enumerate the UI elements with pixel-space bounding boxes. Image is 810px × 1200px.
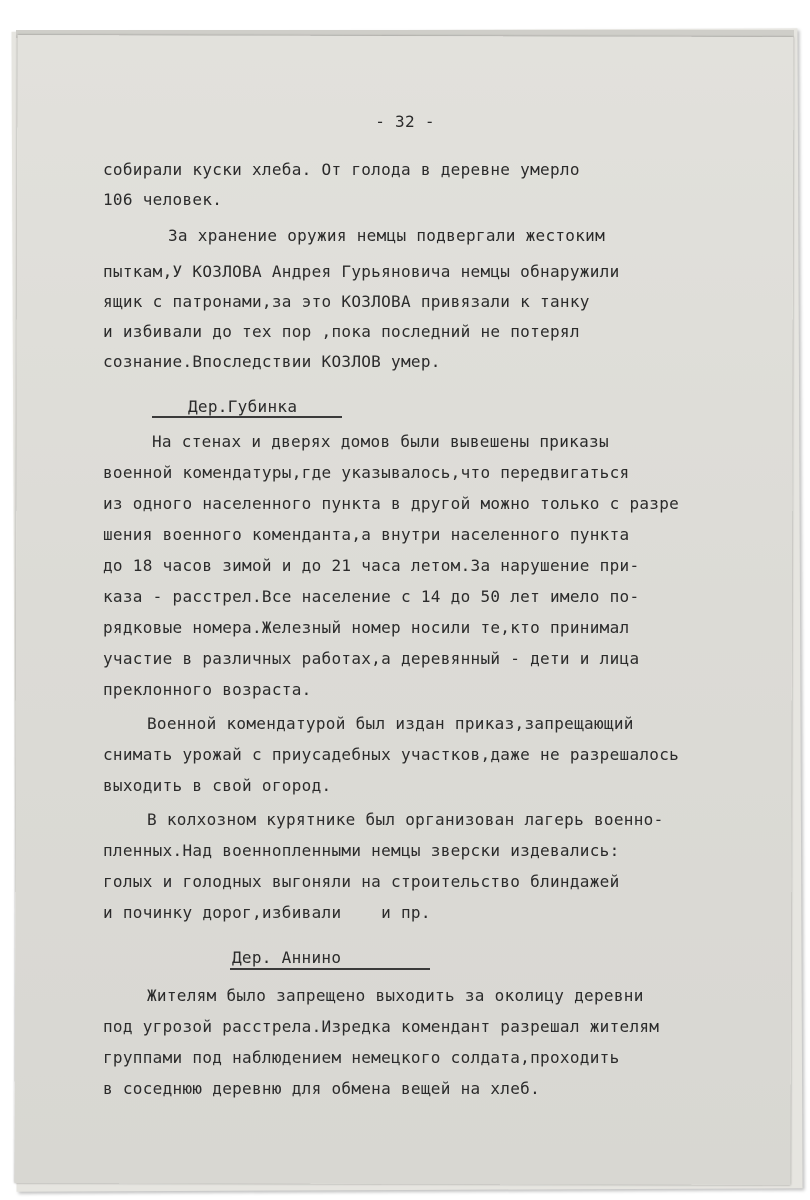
text-line: снимать урожай с приусадебных участков,даже не разрешалось [103,745,680,764]
text-line: преклонного возраста. [103,680,312,699]
page-number: - 32 - [375,112,435,131]
text-line: участие в различных работах,а деревянный - дети и лица [103,649,640,668]
text-line: в соседнюю деревню для обмена вещей на хлеб. [103,1079,541,1098]
section-heading: Дер.Губинка [188,397,298,416]
text-line: собирали куски хлеба. От голода в деревне умерло [103,160,580,179]
text-line: и избивали до тех пор ,пока последний не потерял [103,322,580,341]
text-line: группами под наблюдением немецкого солдата,проходить [103,1048,620,1067]
text-line: сознание.Впоследствии КОЗЛОВ умер. [103,352,441,371]
text-line: до 18 часов зимой и до 21 часа летом.За нарушение при- [103,556,640,575]
text-line: шения военного коменданта,а внутри населенного пункта [103,525,630,544]
text-line: пленных.Над военнопленными немцы зверски издевались: [103,841,620,860]
text-line: из одного населенного пункта в другой можно только с разре [103,494,680,513]
text-line: Военной комендатурой был издан приказ,запрещающий [147,714,634,733]
heading-underline [230,968,430,970]
text-line: под угрозой расстрела.Изредка комендант разрешал жителям [103,1017,660,1036]
text-line: военной комендатуры,где указывалось,что передвигаться [103,463,630,482]
heading-underline [152,416,342,418]
text-line: пыткам,У КОЗЛОВА Андрея Гурьяновича немцы обнаружили [103,262,620,281]
text-line: каза - расстрел.Все население с 14 до 50 лет имело по- [103,587,640,606]
section-heading: Дер. Аннино [232,948,342,967]
text-line: ящик с патронами,за это КОЗЛОВА привязали к танку [103,292,590,311]
text-line: В колхозном курятнике был организован лагерь военно- [147,810,664,829]
text-line: За хранение оружия немцы подвергали жестоким [168,226,606,245]
text-line: 106 человек. [103,190,223,209]
text-line: На стенах и дверях домов были вывешены приказы [152,432,609,451]
text-line: рядковые номера.Железный номер носили те,кто принимал [103,618,630,637]
text-line: голых и голодных выгоняли на строительство блиндажей [103,872,620,891]
text-line: и починку дорог,избивали и пр. [103,903,431,922]
text-line: Жителям было запрещено выходить за околицу деревни [147,986,644,1005]
text-line: выходить в свой огород. [103,776,332,795]
